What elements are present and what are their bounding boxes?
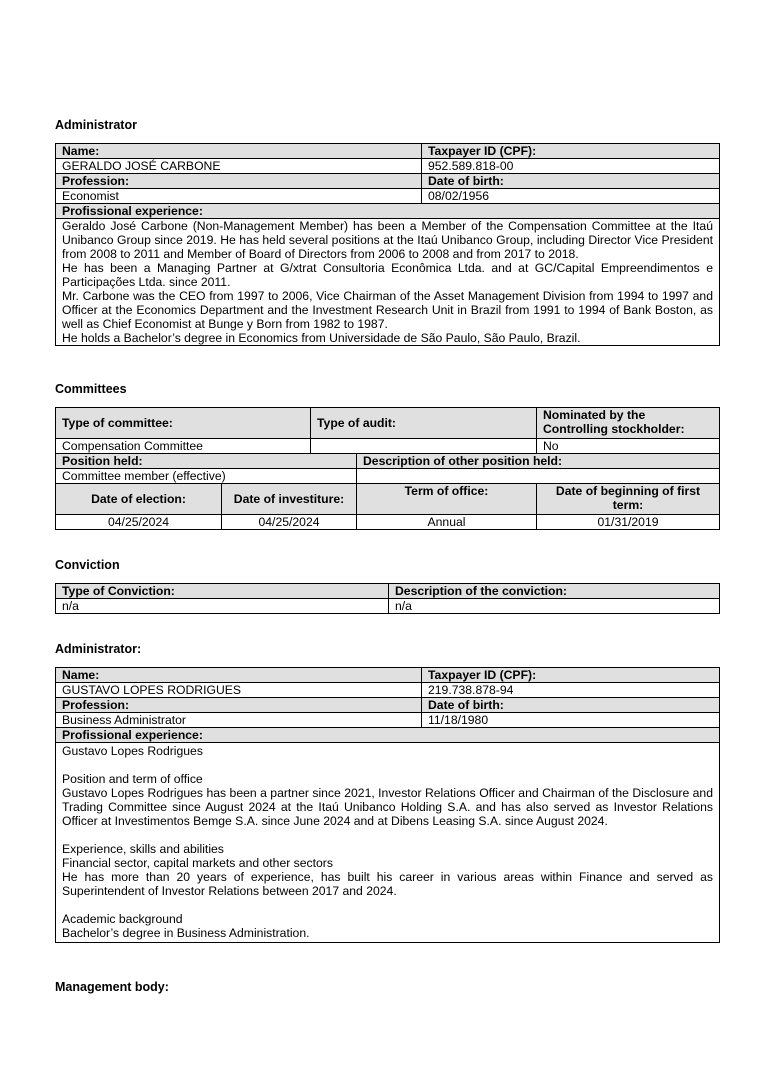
conviction-desc-value: n/a	[389, 599, 720, 614]
committee-value: Compensation Committee	[56, 439, 311, 454]
dob-label: Date of birth:	[422, 698, 720, 713]
conviction-heading: Conviction	[55, 558, 120, 572]
experience-label: Profissional experience:	[56, 728, 720, 743]
dob-value: 11/18/1980	[422, 713, 720, 728]
admin2-heading: Administrator:	[55, 642, 142, 656]
term-label: Term of office:	[357, 484, 537, 515]
experience-intro: Gustavo Lopes Rodrigues	[62, 744, 203, 758]
conviction-type-label: Type of Conviction:	[56, 584, 389, 599]
first-term-label: Date of beginning of first term:	[537, 484, 720, 515]
academic-heading: Academic background	[62, 912, 183, 926]
name-value: GUSTAVO LOPES RODRIGUES	[56, 683, 422, 698]
cpf-value: 952.589.818-00	[422, 159, 720, 174]
cpf-label: Taxpayer ID (CPF):	[422, 144, 720, 159]
term-value: Annual	[357, 515, 537, 530]
conviction-desc-label: Description of the conviction:	[389, 584, 720, 599]
experience-paragraph: He holds a Bachelor’s degree in Economics from Universidade de São Paulo, São Paulo, Brazil.	[62, 331, 581, 345]
conviction-table	[55, 583, 720, 614]
profession-value: Business Administrator	[56, 713, 422, 728]
election-value: 04/25/2024	[56, 515, 222, 530]
election-label: Date of election:	[56, 484, 222, 515]
profession-value: Economist	[56, 189, 422, 204]
skills-text: He has more than 20 years of experience, has built his career in various areas within Finance and served as Superintendent of Investor Relations between 2017 and 2024.	[62, 870, 713, 898]
audit-value	[311, 439, 537, 454]
nominated-value: No	[537, 439, 720, 454]
experience-paragraph: Mr. Carbone was the CEO from 1997 to 2006, Vice Chairman of the Asset Management Division from 1994 to 1997 and Officer at the Economics Department and the Investment Research Unit in Brazil from 1991 to 1994 of Bank Boston, as well as Chief Economist at Bunge y Born from 1982 to 1987.	[62, 289, 713, 331]
experience-text	[56, 219, 720, 346]
profession-label: Profession:	[56, 174, 422, 189]
conviction-type-value: n/a	[56, 599, 389, 614]
profession-label: Profession:	[56, 698, 422, 713]
admin1-table	[55, 143, 720, 346]
name-value: GERALDO JOSÉ CARBONE	[56, 159, 422, 174]
investiture-label: Date of investiture:	[222, 484, 357, 515]
academic-text: Bachelor’s degree in Business Administration.	[62, 926, 310, 940]
other-position-value	[357, 469, 720, 484]
name-label: Name:	[56, 144, 422, 159]
position-text: Gustavo Lopes Rodrigues has been a partner since 2021, Investor Relations Officer and Chairman of the Disclosure and Trading Committee since August 2024 at the Itaú Unibanco Holding S.A. and has also served as Investor Relations Officer at Investimentos Bemge S.A. since June 2024 and at Dibens Leasing S.A. since August 2024.	[62, 786, 713, 828]
skills-heading: Experience, skills and abilities	[62, 842, 224, 856]
type-audit-label: Type of audit:	[311, 408, 537, 439]
type-committee-label: Type of committee:	[56, 408, 311, 439]
dob-value: 08/02/1956	[422, 189, 720, 204]
position-value: Committee member (effective)	[56, 469, 357, 484]
other-position-label: Description of other position held:	[357, 454, 720, 469]
dob-label: Date of birth:	[422, 174, 720, 189]
first-term-value: 01/31/2019	[537, 515, 720, 530]
management-heading: Management body:	[55, 980, 169, 994]
cpf-label: Taxpayer ID (CPF):	[422, 668, 720, 683]
experience-paragraph: He has been a Managing Partner at G/xtrat Consultoria Econômica Ltda. and at GC/Capital Empreendimentos e Participações Ltda. since 2011.	[62, 261, 713, 289]
investiture-value: 04/25/2024	[222, 515, 357, 530]
admin2-table	[55, 667, 720, 943]
experience-label: Profissional experience:	[56, 204, 720, 219]
experience-text	[56, 743, 720, 943]
position-heading: Position and term of office	[62, 772, 203, 786]
committees-table	[55, 407, 720, 530]
name-label: Name:	[56, 668, 422, 683]
position-label: Position held:	[56, 454, 357, 469]
committees-heading: Committees	[55, 382, 127, 396]
experience-paragraph: Geraldo José Carbone (Non-Management Member) has been a Member of the Compensation Committee at the Itaú Unibanco Group since 2019. He has held several positions at the Itaú Unibanco Group, including Director Vice President from 2008 to 2011 and Member of Board of Directors from 2006 to 2008 and from 2017 to 2018.	[62, 219, 713, 261]
admin1-heading: Administrator	[55, 118, 137, 132]
skills-line: Financial sector, capital markets and other sectors	[62, 856, 333, 870]
cpf-value: 219.738.878-94	[422, 683, 720, 698]
nominated-label: Nominated by the Controlling stockholder:	[537, 408, 720, 439]
